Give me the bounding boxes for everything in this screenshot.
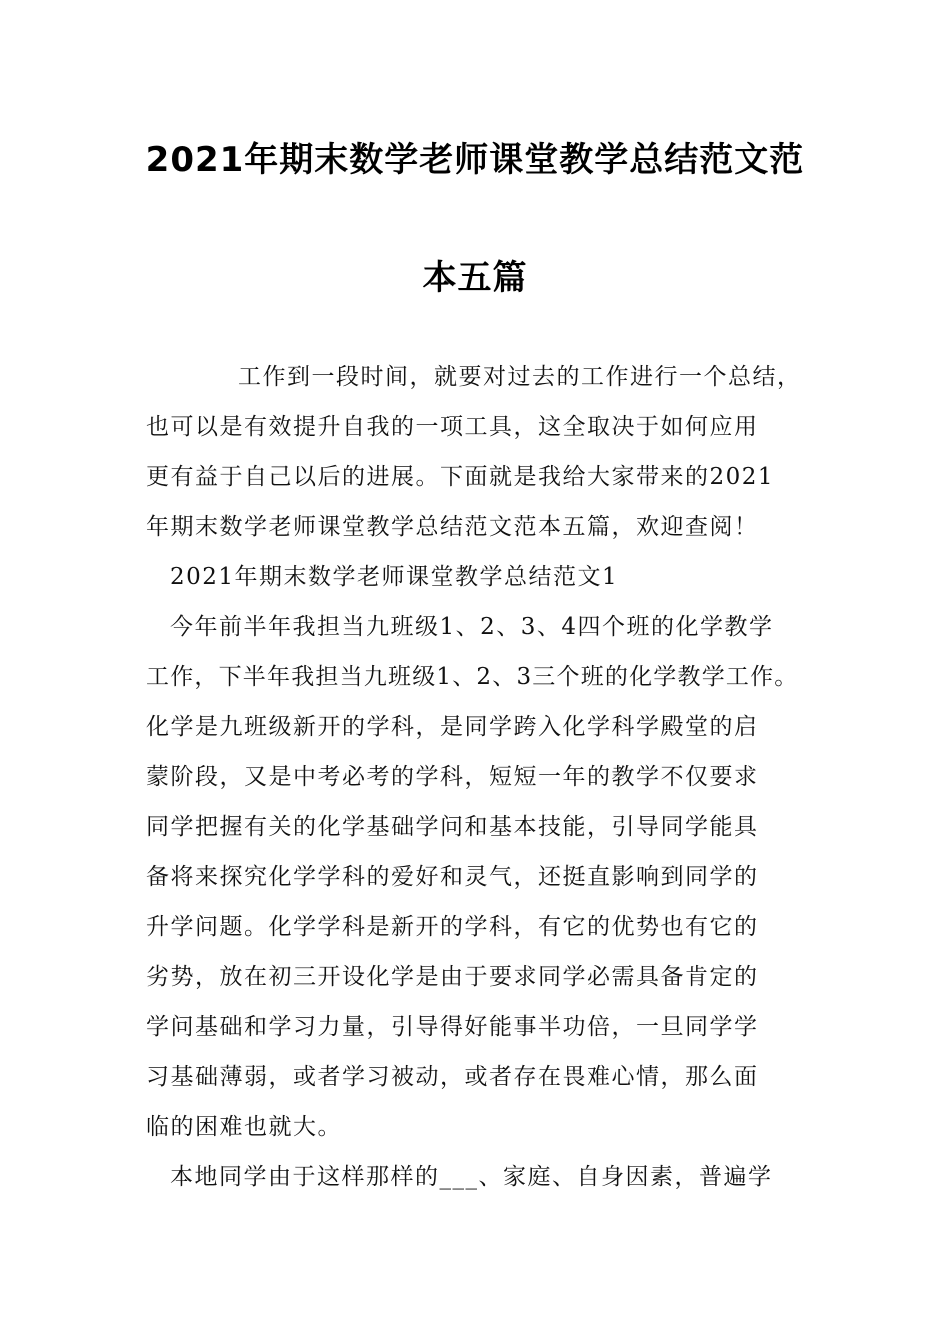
para1-line-9: 学问基础和学习力量，引导得好能事半功倍，一旦同学学 — [146, 1014, 759, 1040]
para1-line-7: 升学问题。化学学科是新开的学科，有它的优势也有它的 — [146, 914, 759, 940]
intro-line-2: 也可以是有效提升自我的一项工具，这全取决于如何应用 — [146, 414, 759, 440]
section-heading: 2021年期末数学老师课堂教学总结范文1 — [170, 564, 619, 590]
para1-line-11: 临的困难也就大。 — [146, 1114, 342, 1140]
para1-line-1: 今年前半年我担当九班级1、2、3、4四个班的化学教学 — [170, 614, 774, 640]
para2-line-1: 本地同学由于这样那样的___、家庭、自身因素，普遍学 — [170, 1164, 773, 1190]
para1-line-8: 劣势，放在初三开设化学是由于要求同学必需具备肯定的 — [146, 964, 759, 990]
document-title-line-1: 2021年期末数学老师课堂教学总结范文范 — [145, 140, 805, 180]
para1-line-2: 工作，下半年我担当九班级1、2、3三个班的化学教学工作。 — [146, 664, 799, 690]
document-title-line-2: 本五篇 — [422, 258, 528, 298]
para1-line-5: 同学把握有关的化学基础学问和基本技能，引导同学能具 — [146, 814, 759, 840]
para1-line-10: 习基础薄弱，或者学习被动，或者存在畏难心情，那么面 — [146, 1064, 759, 1090]
intro-line-1: 工作到一段时间，就要对过去的工作进行一个总结， — [238, 364, 802, 390]
para1-line-3: 化学是九班级新开的学科，是同学跨入化学科学殿堂的启 — [146, 714, 759, 740]
intro-line-4: 年期末数学老师课堂教学总结范文范本五篇，欢迎查阅！ — [146, 514, 759, 540]
para1-line-6: 备将来探究化学学科的爱好和灵气，还挺直影响到同学的 — [146, 864, 759, 890]
para1-line-4: 蒙阶段，又是中考必考的学科，短短一年的教学不仅要求 — [146, 764, 759, 790]
intro-line-3: 更有益于自己以后的进展。下面就是我给大家带来的2021 — [146, 464, 775, 490]
